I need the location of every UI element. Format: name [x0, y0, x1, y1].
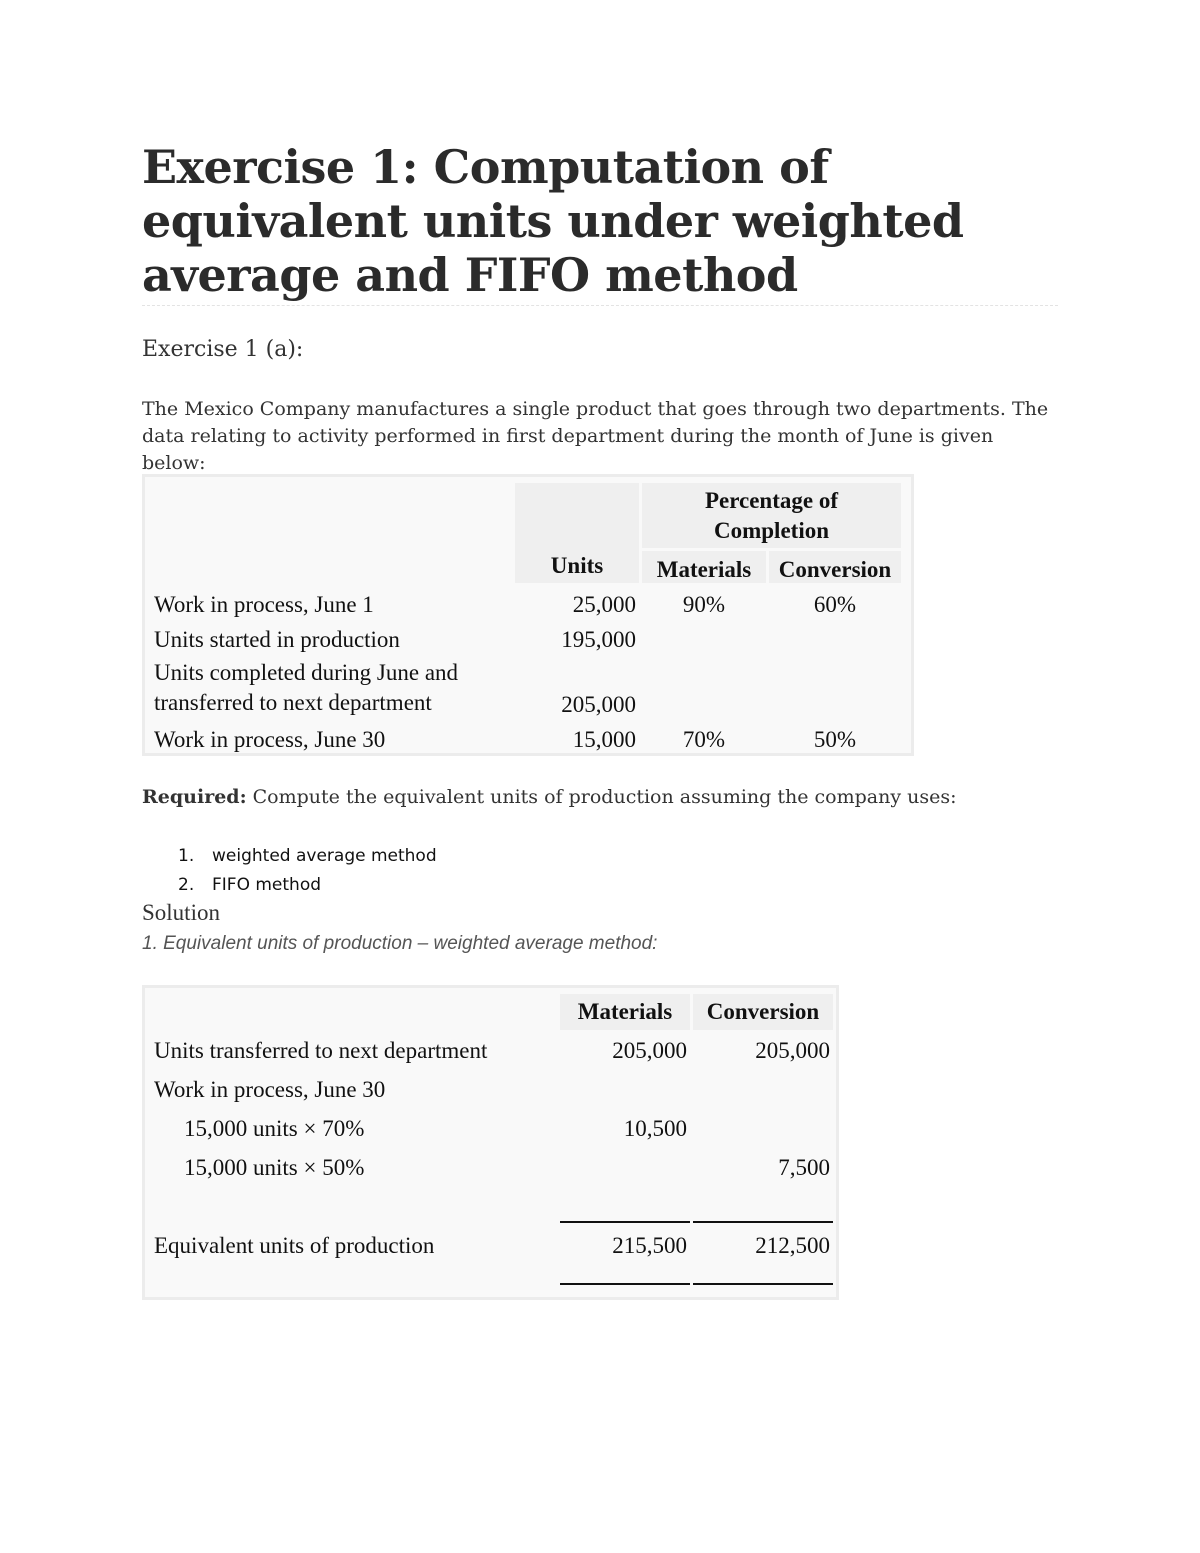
blank-header-cell — [151, 483, 512, 583]
solution-heading: Solution — [142, 900, 220, 925]
materials-cell: 90% — [682, 592, 726, 617]
list-item — [178, 871, 437, 900]
list-text: FIFO method — [212, 875, 322, 895]
conversion-cell: 50% — [813, 727, 857, 752]
required-label: Required: — [142, 786, 247, 808]
col-header-conversion: Conversion — [693, 994, 833, 1030]
row-label: Units transferred to next department — [154, 1038, 488, 1063]
page-title: Exercise 1: Computation of equivalent units under weighted average and FIFO method — [142, 140, 964, 302]
conversion-cell: 7,500 — [778, 1155, 830, 1180]
conversion-cell — [693, 1111, 833, 1147]
units-cell: 195,000 — [561, 627, 636, 652]
solution-subheading: 1. Equivalent units of production – weighted average method: — [142, 933, 658, 954]
table-row — [151, 1033, 833, 1069]
total-conversion: 212,500 — [755, 1233, 830, 1258]
row-label: Units completed during June and transferred to next department — [154, 660, 459, 715]
total-label: Equivalent units of production — [154, 1233, 435, 1258]
conversion-cell — [769, 621, 901, 653]
materials-cell: 205,000 — [612, 1038, 687, 1063]
col-header-materials: Materials — [642, 551, 766, 583]
conversion-cell: 205,000 — [755, 1038, 830, 1063]
subtotal-rule — [693, 1189, 833, 1223]
col-header-conversion: Conversion — [769, 551, 901, 583]
table-row — [151, 1111, 833, 1147]
exercise-subheading: Exercise 1 (a): — [142, 337, 304, 362]
total-rule — [693, 1269, 833, 1285]
subtotal-rule-row — [151, 1189, 833, 1223]
methods-list — [178, 842, 437, 900]
list-number: 1. — [178, 846, 195, 866]
row-label: 15,000 units × 50% — [184, 1155, 365, 1180]
required-text: Compute the equivalent units of production assuming the company uses: — [252, 786, 957, 808]
row-label: Work in process, June 30 — [154, 1077, 386, 1102]
materials-cell — [642, 621, 766, 653]
units-cell: 15,000 — [572, 727, 636, 752]
materials-cell — [642, 656, 766, 718]
conversion-cell — [693, 1072, 833, 1108]
units-cell: 25,000 — [572, 592, 636, 617]
equivalent-units-grid — [148, 991, 836, 1288]
materials-cell: 70% — [682, 727, 726, 752]
row-label: Work in process, June 30 — [154, 727, 386, 752]
title-divider — [142, 305, 1058, 306]
list-text: weighted average method — [212, 846, 437, 866]
conversion-cell — [769, 656, 901, 718]
table-row — [151, 1150, 833, 1186]
row-label: Work in process, June 1 — [154, 592, 374, 617]
total-row — [151, 1226, 833, 1266]
table-row — [151, 586, 901, 618]
total-rule — [560, 1269, 690, 1285]
materials-cell — [560, 1072, 690, 1108]
col-header-units: Units — [515, 483, 639, 583]
equivalent-units-table — [142, 985, 839, 1300]
materials-cell: 10,500 — [623, 1116, 687, 1141]
col-group-header-completion: Percentage of Completion — [642, 483, 901, 548]
col-header-materials: Materials — [560, 994, 690, 1030]
list-item — [178, 842, 437, 871]
intro-paragraph: The Mexico Company manufactures a single product that goes through two departments. The data relating to activity performed in first department during the month of June is given below: — [142, 398, 1049, 474]
row-label: 15,000 units × 70% — [184, 1116, 365, 1141]
total-materials: 215,500 — [612, 1233, 687, 1258]
conversion-cell: 60% — [813, 592, 857, 617]
total-rule-row — [151, 1269, 833, 1285]
units-cell: 205,000 — [561, 692, 636, 717]
table-row — [151, 656, 901, 718]
table-row — [151, 621, 901, 653]
production-data-table — [142, 474, 914, 756]
list-number: 2. — [178, 875, 195, 895]
table-row — [151, 1072, 833, 1108]
subtotal-rule — [560, 1189, 690, 1223]
row-label: Units started in production — [154, 627, 400, 652]
blank-header-cell — [151, 994, 557, 1030]
table-row — [151, 721, 901, 753]
materials-cell — [560, 1150, 690, 1186]
required-paragraph — [142, 786, 957, 808]
production-data-grid — [148, 480, 904, 756]
